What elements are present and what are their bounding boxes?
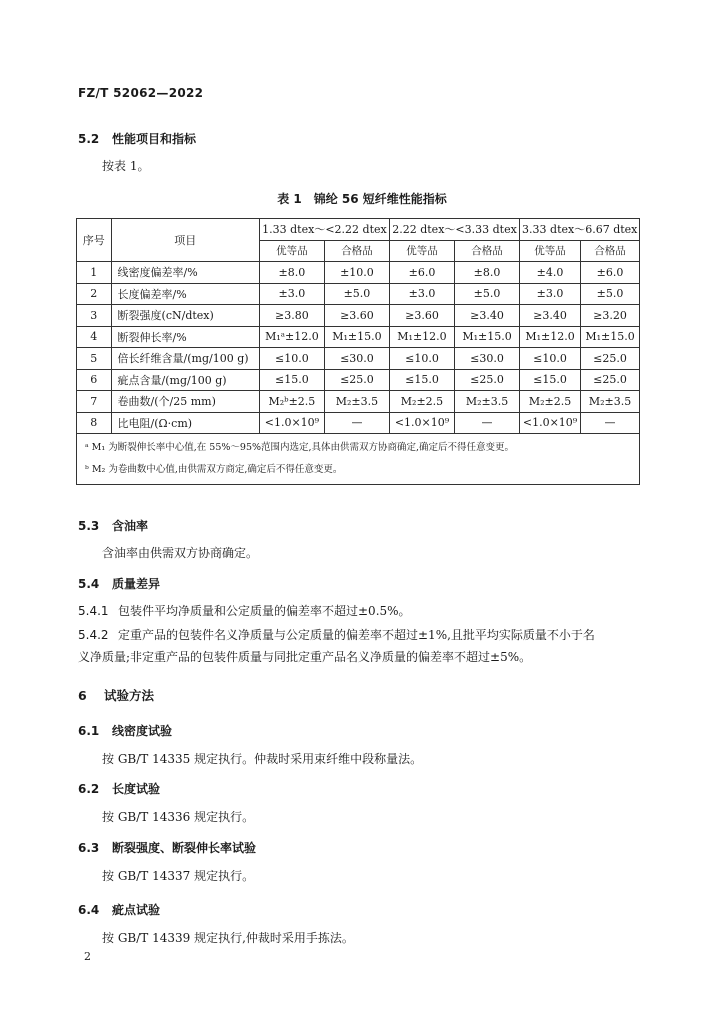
table-row: [77, 283, 640, 305]
section-5-3-body: 含油率由供需双方协商确定。: [102, 546, 259, 560]
section-5-2-body: 按表 1。: [102, 159, 150, 173]
grade-header: 合格品: [455, 240, 520, 262]
grade-header: 优等品: [520, 240, 581, 262]
section-number: 6: [78, 688, 87, 703]
row-number-cell: 7: [77, 391, 112, 413]
section-5-3-heading: [78, 517, 148, 534]
page-number: 2: [84, 950, 91, 963]
value-cell: —: [324, 412, 389, 434]
value-cell: —: [581, 412, 640, 434]
value-cell: M₁±15.0: [324, 326, 389, 348]
section-6-3-body: 按 GB/T 14337 规定执行。: [102, 869, 255, 883]
section-6-2-body: 按 GB/T 14336 规定执行。: [102, 810, 255, 824]
table-row: [77, 326, 640, 348]
value-cell: ≤25.0: [324, 369, 389, 391]
value-cell: ±6.0: [389, 262, 454, 284]
grade-header: 优等品: [389, 240, 454, 262]
section-title: 长度试验: [112, 782, 161, 796]
value-cell: ≤15.0: [520, 369, 581, 391]
table-body: [77, 262, 640, 434]
value-cell: ≥3.40: [455, 305, 520, 327]
clause-text: 定重产品的包装件名义净质量与公定质量的偏差率不超过±1%,且批平均实际质量不小于名: [118, 628, 595, 642]
section-number: 6.2: [78, 782, 100, 796]
value-cell: M₂±3.5: [455, 391, 520, 413]
value-cell: ±4.0: [520, 262, 581, 284]
value-cell: ≤30.0: [455, 348, 520, 370]
clause-number: 5.4.1: [78, 604, 109, 618]
section-number: 5.3: [78, 519, 100, 533]
value-cell: <1.0×10⁹: [259, 412, 324, 434]
value-cell: ±3.0: [259, 283, 324, 305]
section-title: 疵点试验: [112, 903, 161, 917]
section-title: 断裂强度、断裂伸长率试验: [112, 841, 257, 855]
row-number-cell: 2: [77, 283, 112, 305]
value-cell: ±10.0: [324, 262, 389, 284]
section-6-2-heading: [78, 780, 160, 797]
section-number: 6.4: [78, 903, 100, 917]
value-cell: ≤15.0: [389, 369, 454, 391]
section-6-1-body: 按 GB/T 14335 规定执行。仲裁时采用束纤维中段称量法。: [102, 752, 423, 766]
value-cell: ≥3.60: [324, 305, 389, 327]
group-header: 2.22 dtex～<3.33 dtex: [389, 219, 519, 241]
item-cell: 比电阻/(Ω·cm): [111, 412, 259, 434]
value-cell: ≥3.20: [581, 305, 640, 327]
grade-header: 合格品: [581, 240, 640, 262]
section-6-4-body: 按 GB/T 14339 规定执行,仲裁时采用手拣法。: [102, 931, 354, 945]
group-header: 3.33 dtex～6.67 dtex: [520, 219, 640, 241]
row-number-cell: 8: [77, 412, 112, 434]
value-cell: M₁±12.0: [520, 326, 581, 348]
table-row: [77, 262, 640, 284]
item-cell: 长度偏差率/%: [111, 283, 259, 305]
section-6-4-heading: [78, 901, 160, 918]
value-cell: M₂±3.5: [324, 391, 389, 413]
value-cell: M₁±12.0: [389, 326, 454, 348]
clause-5-4-2: [78, 626, 595, 643]
section-6-heading: [78, 686, 154, 704]
section-title: 线密度试验: [112, 724, 173, 738]
value-cell: <1.0×10⁹: [520, 412, 581, 434]
value-cell: ≤25.0: [581, 369, 640, 391]
value-cell: <1.0×10⁹: [389, 412, 454, 434]
item-cell: 疵点含量/(mg/100 g): [111, 369, 259, 391]
item-cell: 线密度偏差率/%: [111, 262, 259, 284]
table-note: ᵃ M₁ 为断裂伸长率中心值,在 55%～95%范围内选定,具体由供需双方协商确定,确定后不得任意变更。: [85, 442, 515, 453]
value-cell: ≤10.0: [259, 348, 324, 370]
value-cell: ±5.0: [581, 283, 640, 305]
grade-header: 优等品: [259, 240, 324, 262]
value-cell: ±3.0: [520, 283, 581, 305]
item-cell: 卷曲数/(个/25 mm): [111, 391, 259, 413]
row-number-cell: 3: [77, 305, 112, 327]
value-cell: ≤15.0: [259, 369, 324, 391]
table-note: ᵇ M₂ 为卷曲数中心值,由供需双方商定,确定后不得任意变更。: [85, 464, 343, 475]
section-6-3-heading: [78, 839, 256, 856]
value-cell: ≤10.0: [520, 348, 581, 370]
value-cell: M₂ᵇ±2.5: [259, 391, 324, 413]
table-row: [77, 305, 640, 327]
value-cell: ≤30.0: [324, 348, 389, 370]
clause-5-4-1: [78, 602, 411, 619]
section-title: 性能项目和指标: [112, 132, 197, 146]
section-number: 6.1: [78, 724, 100, 738]
section-6-1-heading: [78, 722, 172, 739]
row-number-cell: 1: [77, 262, 112, 284]
value-cell: M₁±15.0: [581, 326, 640, 348]
row-number-cell: 6: [77, 369, 112, 391]
value-cell: ≥3.60: [389, 305, 454, 327]
row-number-cell: 5: [77, 348, 112, 370]
clause-text: 包装件平均净质量和公定质量的偏差率不超过±0.5%。: [118, 604, 411, 618]
section-title: 含油率: [112, 519, 149, 533]
table-caption: 表 1 锦纶 56 短纤维性能指标: [277, 192, 447, 206]
value-cell: M₂±2.5: [389, 391, 454, 413]
group-header: 1.33 dtex～<2.22 dtex: [259, 219, 389, 241]
section-5-2-heading: [78, 130, 196, 147]
table-row: [77, 348, 640, 370]
value-cell: ≤25.0: [581, 348, 640, 370]
section-5-4-heading: [78, 575, 160, 592]
value-cell: M₁ᵃ±12.0: [259, 326, 324, 348]
table-notes: [77, 434, 640, 485]
value-cell: ≤25.0: [455, 369, 520, 391]
value-cell: ±8.0: [455, 262, 520, 284]
section-title: 试验方法: [104, 688, 155, 703]
value-cell: ±5.0: [455, 283, 520, 305]
table-row: [77, 391, 640, 413]
value-cell: —: [455, 412, 520, 434]
item-cell: 倍长纤维含量/(mg/100 g): [111, 348, 259, 370]
table-row: [77, 412, 640, 434]
value-cell: ≤10.0: [389, 348, 454, 370]
item-cell: 断裂强度(cN/dtex): [111, 305, 259, 327]
value-cell: M₂±2.5: [520, 391, 581, 413]
value-cell: M₂±3.5: [581, 391, 640, 413]
table-header-row: [77, 219, 640, 241]
value-cell: ±5.0: [324, 283, 389, 305]
value-cell: ±6.0: [581, 262, 640, 284]
col-item-header: 项目: [111, 219, 259, 262]
value-cell: M₁±15.0: [455, 326, 520, 348]
value-cell: ≥3.80: [259, 305, 324, 327]
section-number: 5.2: [78, 132, 100, 146]
section-number: 6.3: [78, 841, 100, 855]
table-notes-row: [77, 434, 640, 485]
row-number-cell: 4: [77, 326, 112, 348]
value-cell: ≥3.40: [520, 305, 581, 327]
clause-5-4-2-continued: 义净质量;非定重产品的包装件质量与同批定重产品名义净质量的偏差率不超过±5%。: [78, 650, 532, 664]
grade-header: 合格品: [324, 240, 389, 262]
value-cell: ±3.0: [389, 283, 454, 305]
value-cell: ±8.0: [259, 262, 324, 284]
col-seq-header: 序号: [77, 219, 112, 262]
document-id: FZ/T 52062—2022: [78, 86, 204, 100]
performance-table: [76, 218, 640, 485]
item-cell: 断裂伸长率/%: [111, 326, 259, 348]
clause-number: 5.4.2: [78, 628, 109, 642]
section-title: 质量差异: [112, 577, 161, 591]
table-row: [77, 369, 640, 391]
section-number: 5.4: [78, 577, 100, 591]
